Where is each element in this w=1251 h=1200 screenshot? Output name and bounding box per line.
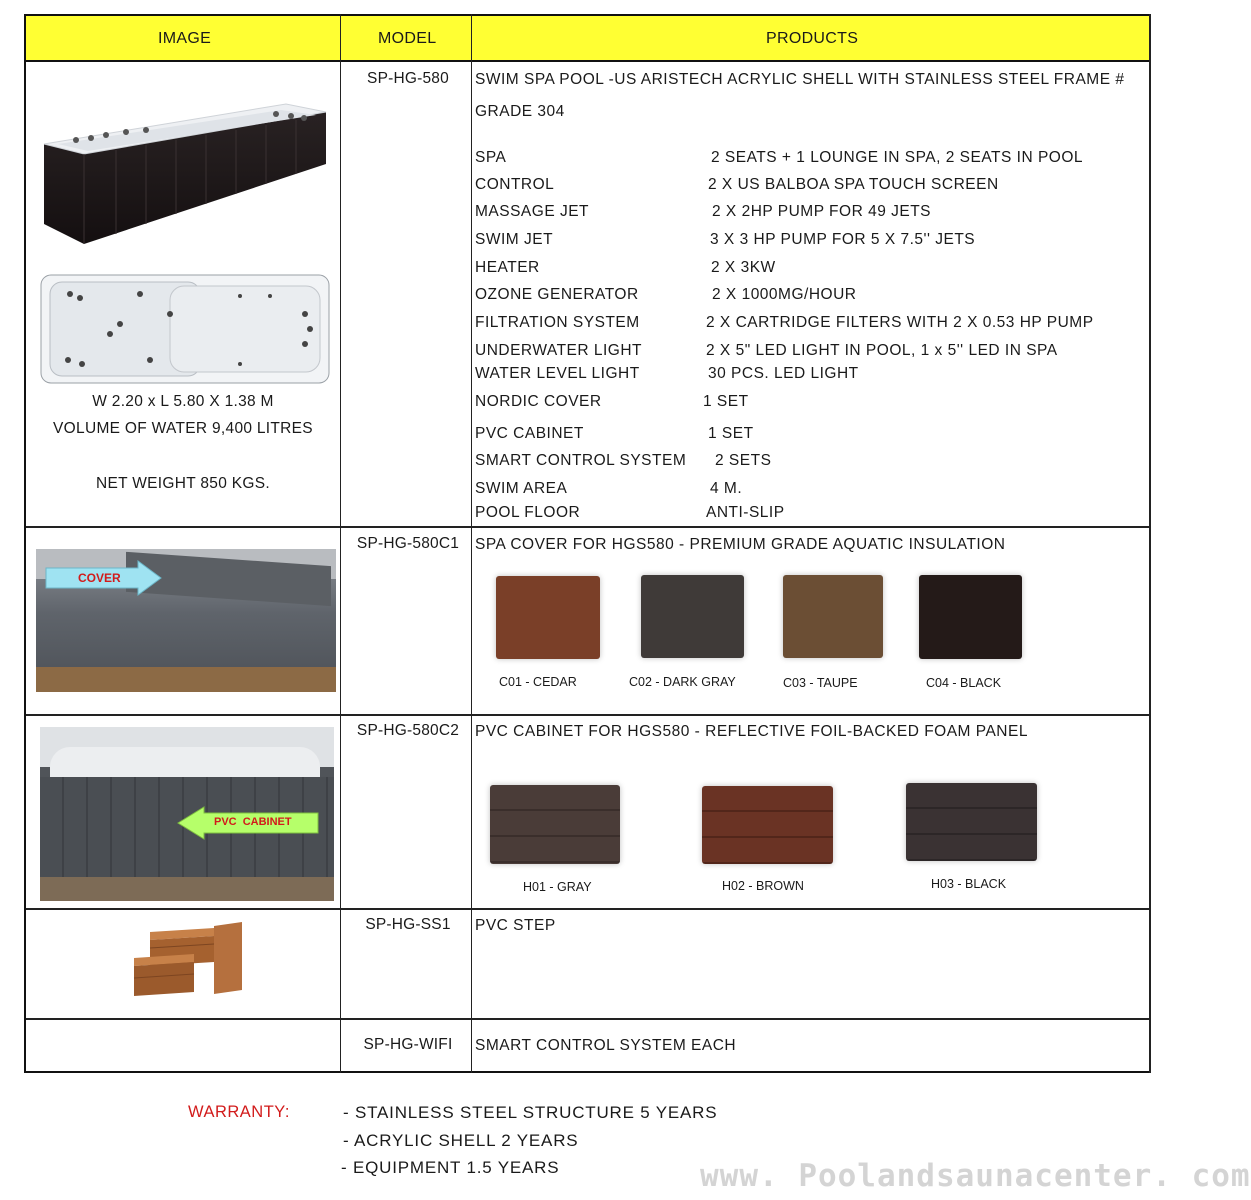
- spec-value: 2 X CARTRIDGE FILTERS WITH 2 X 0.53 HP PUMP: [706, 314, 1094, 331]
- product-title: SMART CONTROL SYSTEM EACH: [475, 1037, 737, 1054]
- spec-key: POOL FLOOR: [475, 504, 581, 521]
- table-header: [26, 14, 1149, 62]
- spec-value: 1 SET: [703, 393, 749, 410]
- row-divider: [26, 526, 1149, 528]
- product-title-continued: GRADE 304: [475, 103, 565, 120]
- column-divider: [340, 14, 341, 1073]
- warranty-item: - EQUIPMENT 1.5 YEARS: [341, 1158, 560, 1177]
- spec-value: 2 X 2HP PUMP FOR 49 JETS: [712, 203, 932, 220]
- pvc-cabinet-photo: [40, 727, 334, 901]
- spec-key: SWIM JET: [475, 231, 554, 248]
- swatch-label: C01 - CEDAR: [499, 675, 577, 689]
- spec-value: 2 X 3KW: [711, 259, 776, 276]
- spec-key: HEATER: [475, 259, 540, 276]
- swim-spa-top-image: [40, 274, 330, 384]
- warranty-item: - ACRYLIC SHELL 2 YEARS: [343, 1131, 579, 1150]
- spec-value: 2 X US BALBOA SPA TOUCH SCREEN: [708, 176, 999, 193]
- product-title: PVC CABINET FOR HGS580 - REFLECTIVE FOIL-BACKED FOAM PANEL: [475, 723, 1028, 740]
- header-model: MODEL: [378, 30, 437, 47]
- swatch-dark-gray: [641, 575, 744, 658]
- spec-value: 1 SET: [708, 425, 754, 442]
- spec-key: PVC CABINET: [475, 425, 584, 442]
- header-image: IMAGE: [158, 30, 212, 47]
- dimension-caption: W 2.20 x L 5.80 X 1.38 M: [92, 393, 274, 410]
- swatch-black: [906, 783, 1037, 861]
- column-divider: [1149, 14, 1151, 1073]
- row-divider: [26, 1018, 1149, 1020]
- spec-key: WATER LEVEL LIGHT: [475, 365, 640, 382]
- swatch-brown: [702, 786, 833, 864]
- spec-value: 2 X 1000MG/HOUR: [712, 286, 857, 303]
- spec-value: 2 SETS: [715, 452, 772, 469]
- product-title: SWIM SPA POOL -US ARISTECH ACRYLIC SHELL WITH STAINLESS STEEL FRAME #: [475, 71, 1125, 88]
- swatch-taupe: [783, 575, 883, 658]
- row-divider: [26, 714, 1149, 716]
- spec-value: ANTI-SLIP: [706, 504, 785, 521]
- swatch-label: C02 - DARK GRAY: [629, 675, 736, 689]
- swatch-cedar: [496, 576, 600, 659]
- swatch-label: H01 - GRAY: [523, 880, 592, 894]
- row-divider: [26, 908, 1149, 910]
- model-code: SP-HG-SS1: [365, 916, 451, 933]
- cabinet-label: PVC CABINET: [214, 816, 292, 828]
- spec-value: 3 X 3 HP PUMP FOR 5 X 7.5'' JETS: [710, 231, 976, 248]
- product-table: [24, 14, 1149, 1073]
- model-code: SP-HG-580C2: [356, 722, 460, 739]
- swatch-label: C03 - TAUPE: [783, 676, 858, 690]
- spec-key: OZONE GENERATOR: [475, 286, 639, 303]
- volume-caption: VOLUME OF WATER 9,400 LITRES: [53, 420, 313, 437]
- product-title: SPA COVER FOR HGS580 - PREMIUM GRADE AQUATIC INSULATION: [475, 536, 1006, 553]
- cover-label: COVER: [78, 571, 121, 585]
- product-title: PVC STEP: [475, 917, 556, 934]
- model-code: SP-HG-WIFI: [363, 1036, 453, 1053]
- swatch-label: C04 - BLACK: [926, 676, 1002, 690]
- header-products: PRODUCTS: [766, 30, 859, 47]
- weight-caption: NET WEIGHT 850 KGS.: [96, 475, 270, 492]
- warranty-item: - STAINLESS STEEL STRUCTURE 5 YEARS: [343, 1103, 718, 1122]
- swatch-label: H02 - BROWN: [722, 879, 804, 893]
- pvc-step-image: [130, 922, 246, 998]
- spec-value: 2 SEATS + 1 LOUNGE IN SPA, 2 SEATS IN POOL: [711, 149, 1084, 166]
- spec-value: 30 PCS. LED LIGHT: [708, 365, 859, 382]
- spa-cover-photo: [36, 549, 336, 692]
- spec-key: SPA: [475, 149, 507, 166]
- model-code: SP-HG-580: [367, 70, 449, 87]
- website-watermark: www. Poolandsaunacenter. com: [700, 1158, 1251, 1194]
- spec-key: NORDIC COVER: [475, 393, 602, 410]
- model-code: SP-HG-580C1: [356, 535, 460, 552]
- spec-key: MASSAGE JET: [475, 203, 590, 220]
- swim-spa-side-image: [36, 94, 332, 246]
- spec-key: CONTROL: [475, 176, 555, 193]
- spec-value: 2 X 5" LED LIGHT IN POOL, 1 x 5'' LED IN SPA: [706, 342, 1058, 359]
- spec-key: SMART CONTROL SYSTEM: [475, 452, 687, 469]
- swatch-gray: [490, 785, 620, 864]
- warranty-label: WARRANTY:: [188, 1103, 290, 1121]
- spec-key: FILTRATION SYSTEM: [475, 314, 640, 331]
- spec-value: 4 M.: [710, 480, 743, 497]
- spec-key: SWIM AREA: [475, 480, 568, 497]
- spec-key: UNDERWATER LIGHT: [475, 342, 643, 359]
- swatch-label: H03 - BLACK: [931, 877, 1007, 891]
- swatch-black: [919, 575, 1022, 659]
